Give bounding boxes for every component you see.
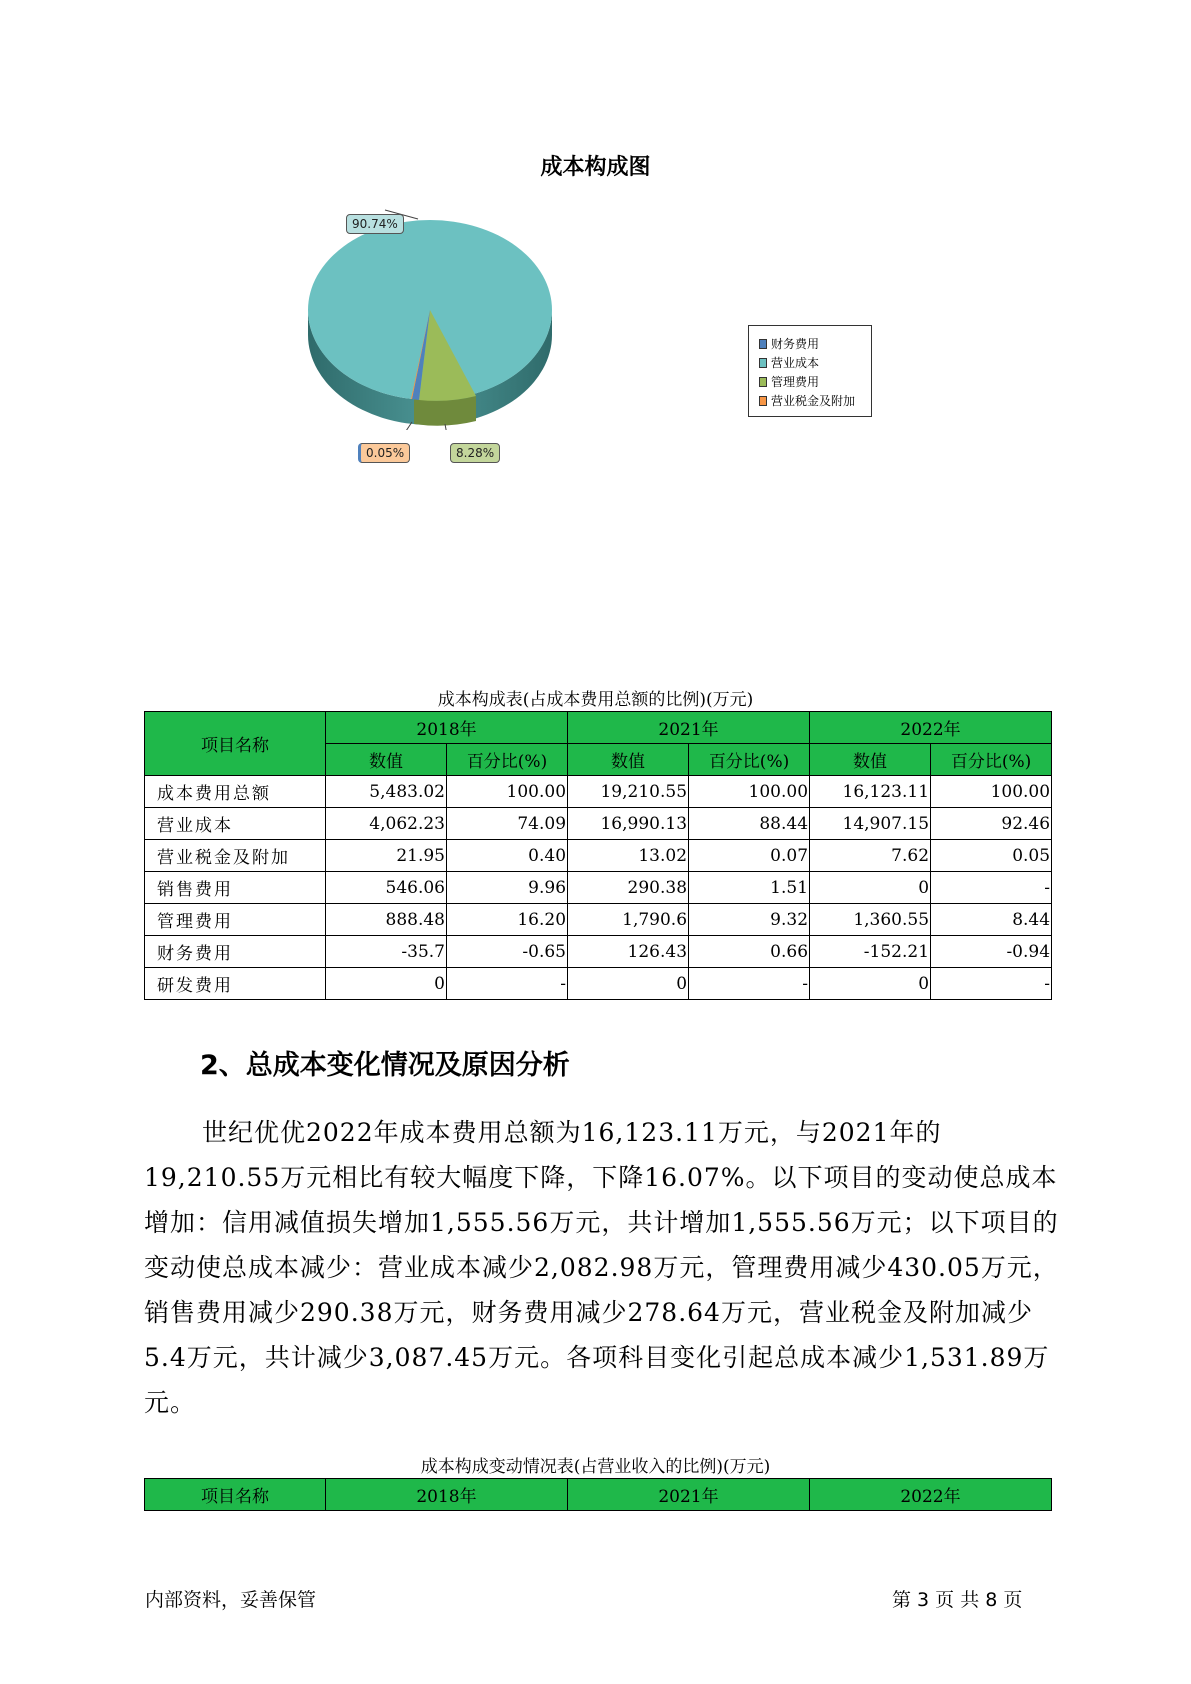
col-header-year: 2021年 xyxy=(568,712,810,744)
legend-label: 财务费用 xyxy=(771,337,820,351)
table-row xyxy=(145,904,1052,936)
table-row xyxy=(145,872,1052,904)
cell: 0.07 xyxy=(689,840,810,872)
col-header-year: 2018年 xyxy=(326,1479,568,1511)
cell: 0 xyxy=(810,872,931,904)
sub-header-percent: 百分比(%) xyxy=(689,744,810,776)
cost-change-table xyxy=(144,1478,1052,1511)
sub-header-value: 数值 xyxy=(326,744,447,776)
cell: 100.00 xyxy=(447,776,568,808)
row-name: 成本费用总额 xyxy=(145,776,326,808)
legend-swatch xyxy=(759,339,767,349)
cell: 16.20 xyxy=(447,904,568,936)
cell: -0.94 xyxy=(931,936,1052,968)
cell: 0.05 xyxy=(931,840,1052,872)
cell: 1,360.55 xyxy=(810,904,931,936)
cell: 290.38 xyxy=(568,872,689,904)
cell: 1,790.6 xyxy=(568,904,689,936)
cell: 546.06 xyxy=(326,872,447,904)
slice-label-管理费用: 8.28% xyxy=(450,443,500,463)
table1-caption: 成本构成表(占成本费用总额的比例)(万元) xyxy=(437,690,754,710)
section-heading: 2、总成本变化情况及原因分析 xyxy=(200,1050,570,1081)
table-row xyxy=(145,968,1052,1000)
cell: 13.02 xyxy=(568,840,689,872)
row-name: 营业税金及附加 xyxy=(145,840,326,872)
cell: - xyxy=(689,968,810,1000)
cell: 88.44 xyxy=(689,808,810,840)
cell: - xyxy=(447,968,568,1000)
legend-label: 管理费用 xyxy=(771,375,820,389)
legend-swatch xyxy=(759,377,767,387)
legend-item xyxy=(759,391,871,410)
legend-item xyxy=(759,334,871,353)
chart-legend xyxy=(748,325,872,417)
row-name: 销售费用 xyxy=(145,872,326,904)
legend-label: 营业税金及附加 xyxy=(771,394,856,408)
cell: 21.95 xyxy=(326,840,447,872)
pie-chart xyxy=(300,200,560,434)
cell: 5,483.02 xyxy=(326,776,447,808)
row-name: 财务费用 xyxy=(145,936,326,968)
slice-label-营业税金及附加: 0.05% xyxy=(358,443,410,463)
cell: 8.44 xyxy=(931,904,1052,936)
cell: 126.43 xyxy=(568,936,689,968)
sub-header-value: 数值 xyxy=(568,744,689,776)
row-name: 营业成本 xyxy=(145,808,326,840)
cell: 16,123.11 xyxy=(810,776,931,808)
cell: -35.7 xyxy=(326,936,447,968)
col-header-year: 2018年 xyxy=(326,712,568,744)
cell: 9.32 xyxy=(689,904,810,936)
legend-item xyxy=(759,372,871,391)
table-row xyxy=(145,776,1052,808)
cell: -0.65 xyxy=(447,936,568,968)
cell: 100.00 xyxy=(689,776,810,808)
table-row xyxy=(145,808,1052,840)
row-name: 管理费用 xyxy=(145,904,326,936)
cell: 0.66 xyxy=(689,936,810,968)
sub-header-percent: 百分比(%) xyxy=(931,744,1052,776)
footer-page-number: 第 3 页 共 8 页 xyxy=(892,1589,1023,1611)
cell: 0 xyxy=(568,968,689,1000)
cell: - xyxy=(931,872,1052,904)
col-header-year: 2022年 xyxy=(810,1479,1052,1511)
sub-header-value: 数值 xyxy=(810,744,931,776)
legend-swatch xyxy=(759,358,767,368)
table2-caption: 成本构成变动情况表(占营业收入的比例)(万元) xyxy=(420,1457,771,1477)
cell: 16,990.13 xyxy=(568,808,689,840)
pie-chart-svg xyxy=(300,200,560,430)
col-header-name: 项目名称 xyxy=(145,712,326,776)
cell: 0.40 xyxy=(447,840,568,872)
slice-label-营业成本: 90.74% xyxy=(346,214,404,234)
cell: 7.62 xyxy=(810,840,931,872)
cell: 1.51 xyxy=(689,872,810,904)
legend-item xyxy=(759,353,871,372)
cell: 19,210.55 xyxy=(568,776,689,808)
row-name: 研发费用 xyxy=(145,968,326,1000)
legend-label: 营业成本 xyxy=(771,356,820,370)
cell: 888.48 xyxy=(326,904,447,936)
col-header-year: 2022年 xyxy=(810,712,1052,744)
legend-swatch xyxy=(759,396,767,406)
table-row xyxy=(145,840,1052,872)
col-header-name: 项目名称 xyxy=(145,1479,326,1511)
cell: - xyxy=(931,968,1052,1000)
cell: 9.96 xyxy=(447,872,568,904)
cell: 0 xyxy=(326,968,447,1000)
cell: 92.46 xyxy=(931,808,1052,840)
cell: 4,062.23 xyxy=(326,808,447,840)
cell: 74.09 xyxy=(447,808,568,840)
col-header-year: 2021年 xyxy=(568,1479,810,1511)
cell: -152.21 xyxy=(810,936,931,968)
footer-confidential: 内部资料，妥善保管 xyxy=(145,1589,317,1611)
table-row xyxy=(145,936,1052,968)
sub-header-percent: 百分比(%) xyxy=(447,744,568,776)
cell: 0 xyxy=(810,968,931,1000)
analysis-paragraph: 世纪优优2022年成本费用总额为16,123.11万元，与2021年的19,210.55万元相比有较大幅度下降，下降16.07%。以下项目的变动使总成本增加：信用减值损失增加1,555.56万元，共计增加1,555.56万元；以下项目的变动使总成本减少：营业成本减少2,082.98万元，管理费用减少430.05万元，销售费用减少290.38万元，财务费用减少278.64万元，营业税金及附加减少5.4万元，共计减少3,087.45万元。各项科目变化引起总成本减少1,531.89万元。 xyxy=(144,1118,1059,1417)
cost-composition-table xyxy=(144,711,1052,1000)
cell: 100.00 xyxy=(931,776,1052,808)
chart-title: 成本构成图 xyxy=(540,155,651,180)
cell: 14,907.15 xyxy=(810,808,931,840)
